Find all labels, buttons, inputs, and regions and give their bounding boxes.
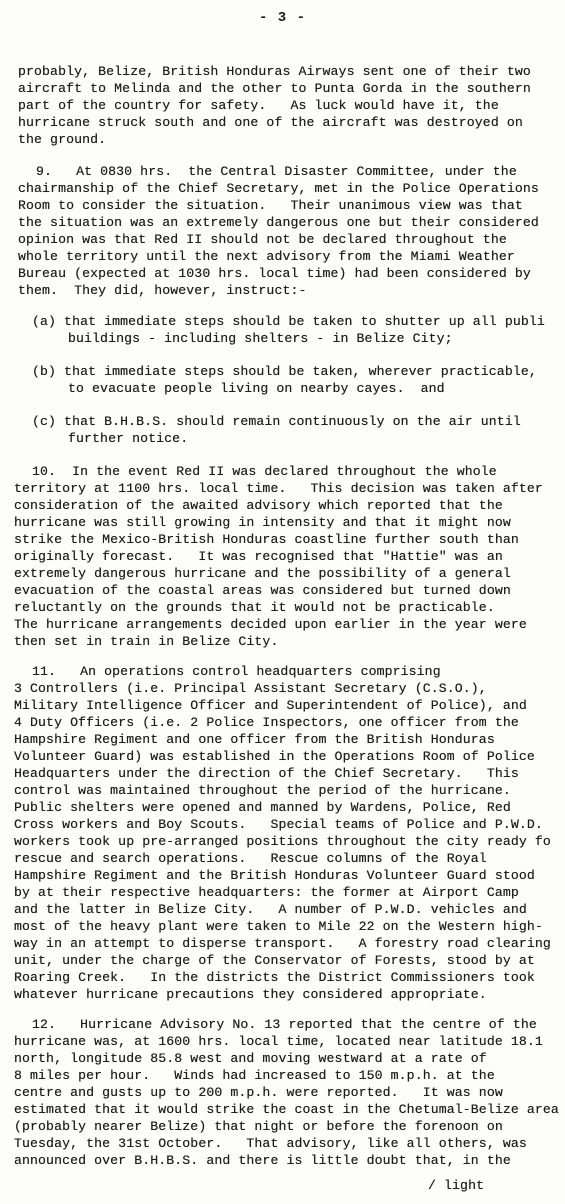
catchword: / light [428, 1178, 485, 1193]
text-line: Public shelters were opened and manned by Wardens, Police, Red [14, 800, 511, 815]
text-line: them. They did, however, instruct:- [18, 283, 307, 298]
text-line: hurricane was, at 1600 hrs. local time, located near latitude 18.1 [14, 1034, 543, 1049]
text-line: 8 miles per hour. Winds had increased to 150 m.p.h. at the [14, 1068, 495, 1083]
text-line: consideration of the awaited advisory which reported that the [14, 498, 503, 513]
text-line: part of the country for safety. As luck would have it, the [18, 98, 499, 113]
text-line: unit, under the charge of the Conservator of Forests, stood by at [14, 953, 535, 968]
text-line: and the latter in Belize City. A number of P.W.D. vehicles and [14, 902, 527, 917]
text-line: the ground. [18, 132, 107, 147]
text-line: centre and gusts up to 200 m.p.h. were reported. It was now [14, 1085, 503, 1100]
text-line: estimated that it would strike the coast in the Chetumal-Belize area [14, 1102, 559, 1117]
text-line: then set in train in Belize City. [14, 634, 279, 649]
text-line: to evacuate people living on nearby cayes. and [68, 381, 445, 396]
text-line: Tuesday, the 31st October. That advisory, like all others, was [14, 1136, 527, 1151]
text-line: opinion was that Red II should not be declared throughout the [18, 232, 507, 247]
text-line: Military Intelligence Officer and Superintendent of Police), and [14, 698, 527, 713]
text-line: (b) that immediate steps should be taken, wherever practicable, [32, 364, 537, 379]
text-line: 4 Duty Officers (i.e. 2 Police Inspectors, one officer from the [14, 715, 519, 730]
text-line: Bureau (expected at 1030 hrs. local time) had been considered by [18, 266, 531, 281]
text-line: strike the Mexico-British Honduras coastline further south than [14, 532, 519, 547]
text-line: hurricane struck south and one of the aircraft was destroyed on [18, 115, 523, 130]
text-line: Hampshire Regiment and one officer from the British Honduras [14, 732, 495, 747]
text-line: Roaring Creek. In the districts the District Commissioners took [14, 970, 535, 985]
text-line: by at their respective headquarters: the former at Airport Camp [14, 885, 519, 900]
text-line: 3 Controllers (i.e. Principal Assistant Secretary (C.S.O.), [14, 681, 487, 696]
text-line: reluctantly on the grounds that it would not be practicable. [14, 600, 495, 615]
text-line: probably, Belize, British Honduras Airways sent one of their two [18, 64, 531, 79]
text-line: Hampshire Regiment and the British Honduras Volunteer Guard stood [14, 868, 535, 883]
text-line: (a) that immediate steps should be taken to shutter up all publi [32, 314, 545, 329]
text-line: north, longitude 85.8 west and moving westward at a rate of [14, 1051, 487, 1066]
text-line: Cross workers and Boy Scouts. Special teams of Police and P.W.D. [14, 817, 543, 832]
text-line: 11. An operations control headquarters comprising [32, 664, 441, 679]
text-line: chairmanship of the Chief Secretary, met in the Police Operations [18, 181, 539, 196]
text-line: hurricane was still growing in intensity and that it might now [14, 515, 511, 530]
text-line: announced over B.H.B.S. and there is little doubt that, in the [14, 1153, 511, 1168]
text-line: aircraft to Melinda and the other to Punta Gorda in the southern [18, 81, 531, 96]
text-line: extremely dangerous hurricane and the possibility of a general [14, 566, 511, 581]
text-line: (probably nearer Belize) that night or before the forenoon on [14, 1119, 503, 1134]
text-line: 9. At 0830 hrs. the Central Disaster Committee, under the [36, 164, 517, 179]
page-number: - 3 - [258, 10, 306, 26]
text-line: Headquarters under the direction of the Chief Secretary. This [14, 766, 519, 781]
text-line: workers took up pre-arranged positions throughout the city ready fo [14, 834, 551, 849]
text-line: rescue and search operations. Rescue columns of the Royal [14, 851, 487, 866]
text-line: way in an attempt to disperse transport. A forestry road clearing [14, 936, 551, 951]
text-line: whole territory until the next advisory from the Miami Weather [18, 249, 515, 264]
text-line: most of the heavy plant were taken to Mile 22 on the Western high- [14, 919, 543, 934]
text-line: buildings - including shelters - in Belize City; [68, 331, 453, 346]
text-line: The hurricane arrangements decided upon earlier in the year were [14, 617, 527, 632]
text-line: territory at 1100 hrs. local time. This decision was taken after [14, 481, 543, 496]
text-line: (c) that B.H.B.S. should remain continuously on the air until [32, 414, 521, 429]
text-line: the situation was an extremely dangerous one but their considered [18, 215, 539, 230]
text-line: originally forecast. It was recognised that "Hattie" was an [14, 549, 503, 564]
text-line: further notice. [68, 431, 189, 446]
text-line: Room to consider the situation. Their unanimous view was that [18, 198, 523, 213]
text-line: 12. Hurricane Advisory No. 13 reported that the centre of the [32, 1017, 537, 1032]
text-line: evacuation of the coastal areas was considered but turned down [14, 583, 511, 598]
text-line: whatever hurricane precautions they considered appropriate. [14, 987, 487, 1002]
text-line: 10. In the event Red II was declared throughout the whole [32, 464, 497, 479]
text-line: control was maintained throughout the period of the hurricane. [14, 783, 511, 798]
text-line: Volunteer Guard) was established in the Operations Room of Police [14, 749, 535, 764]
